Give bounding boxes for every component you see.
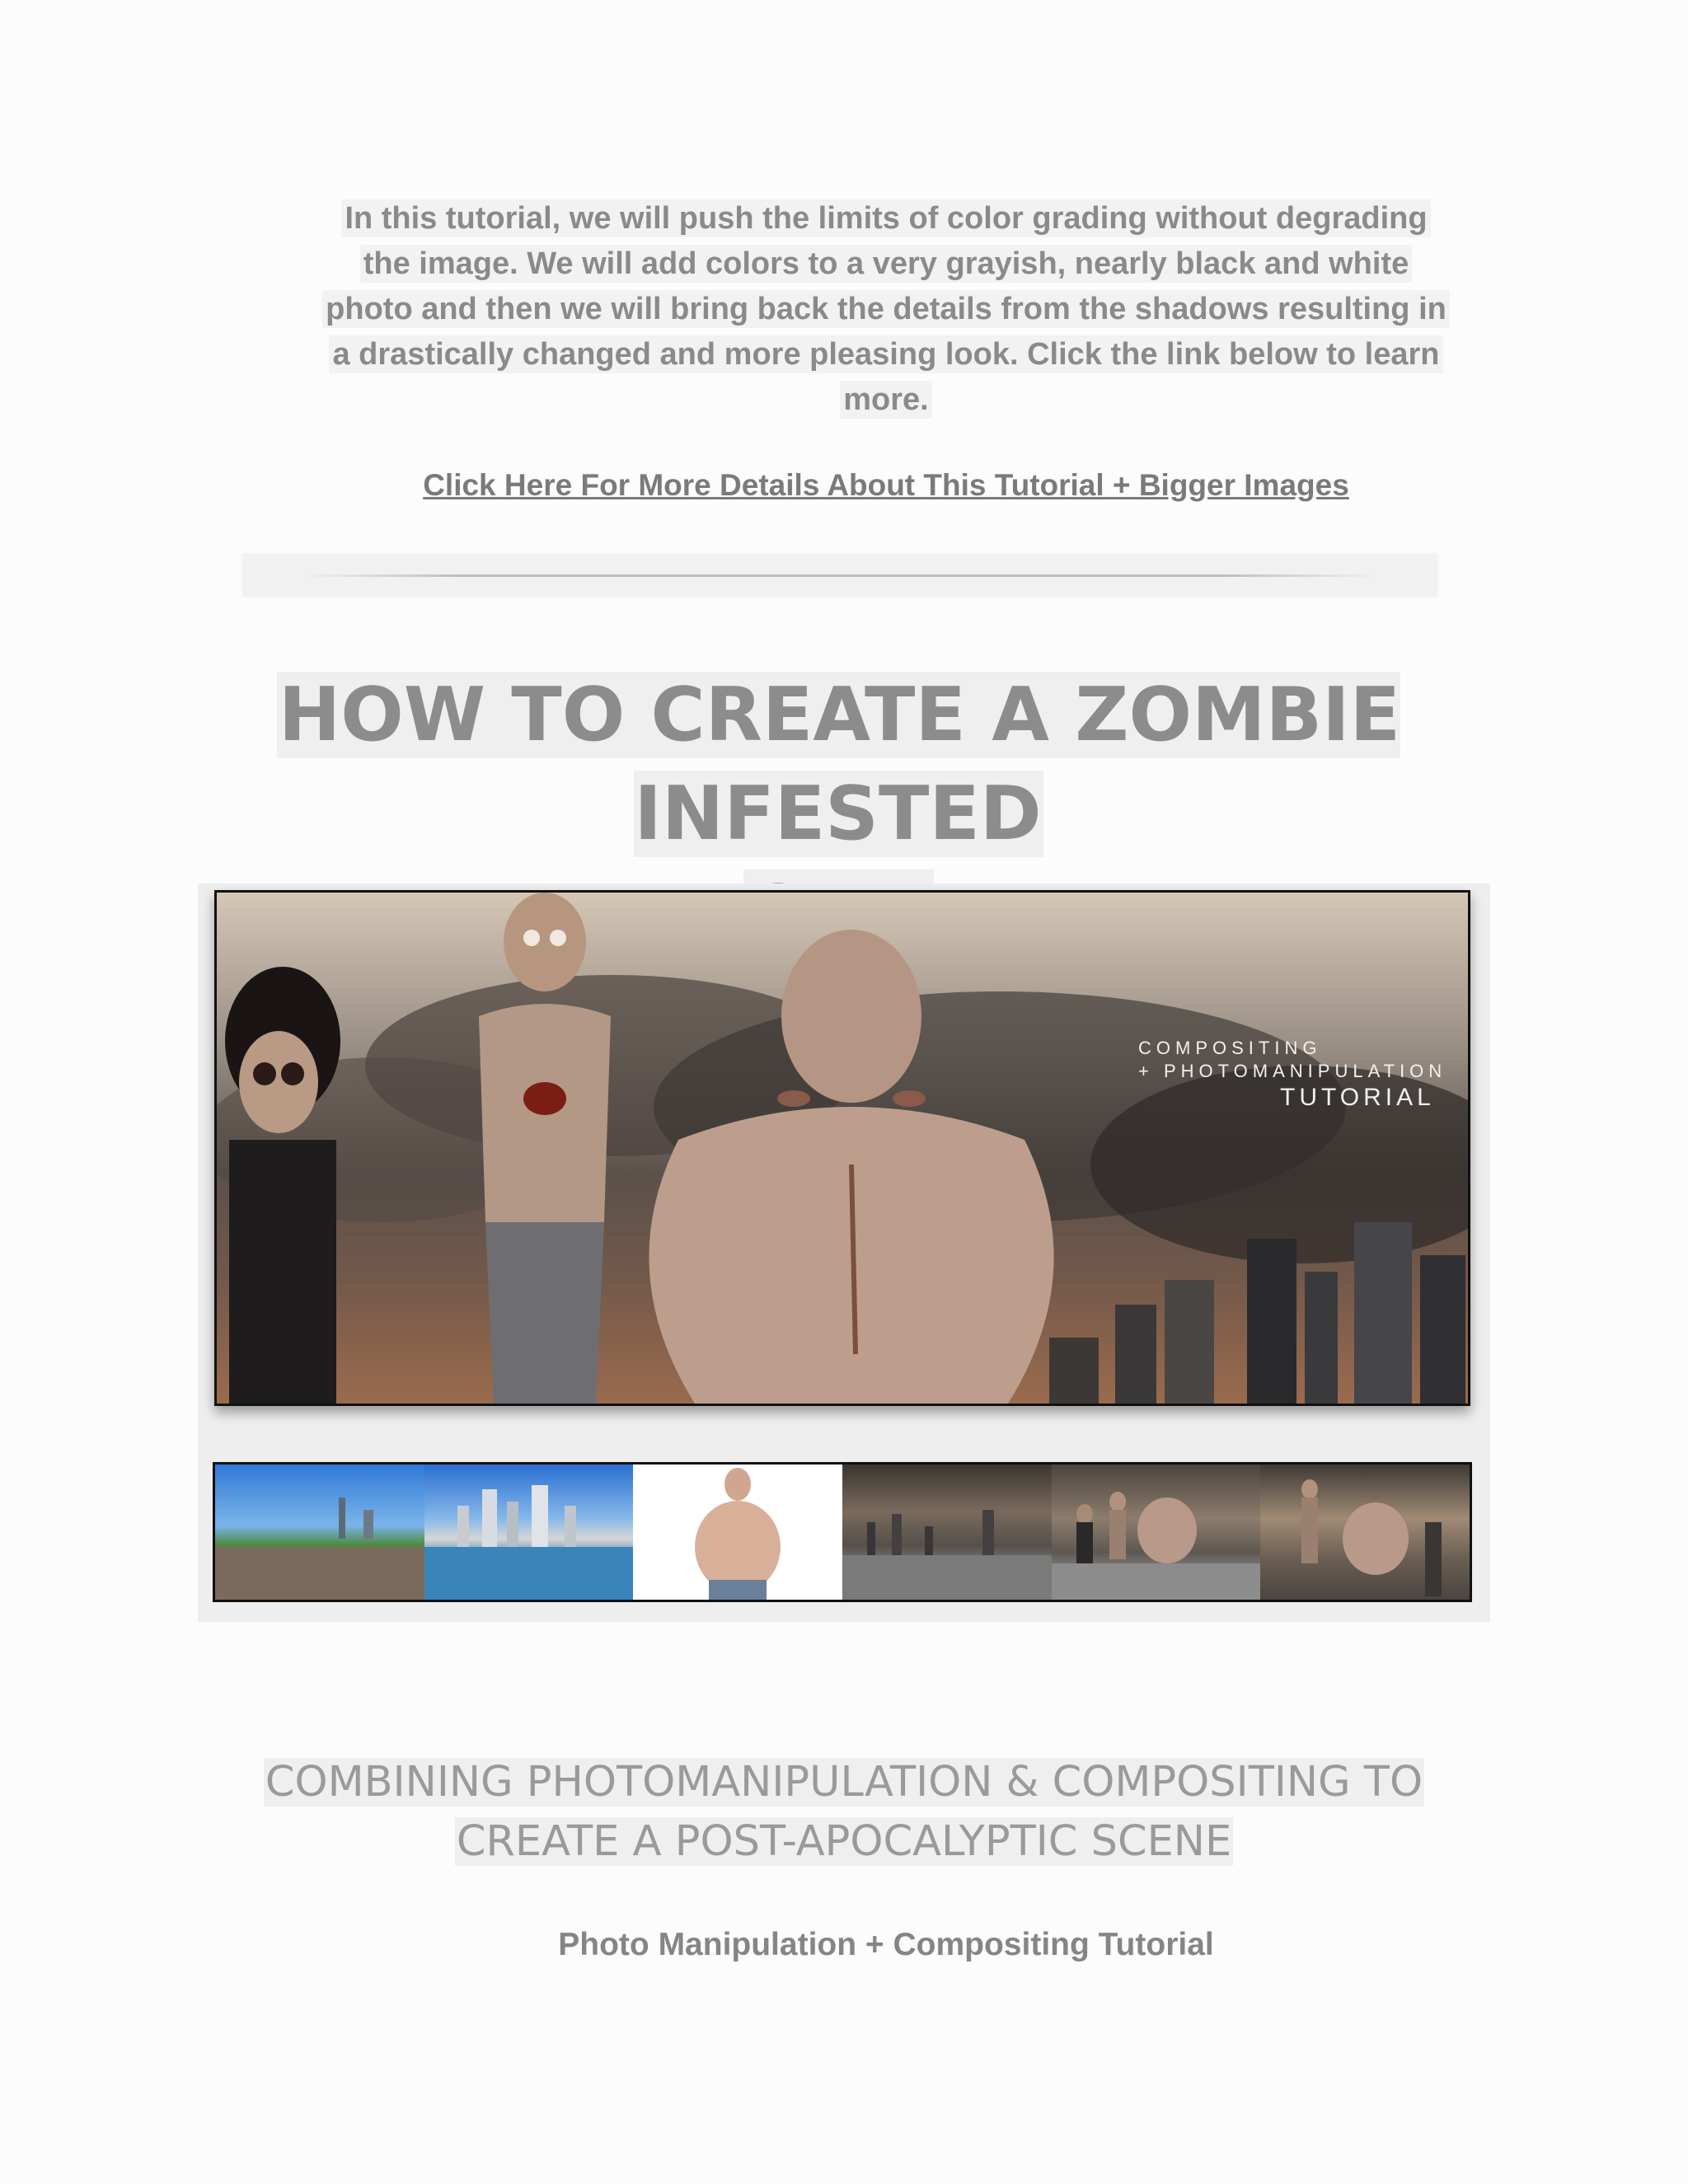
section-divider bbox=[242, 554, 1437, 597]
intro-paragraph bbox=[293, 196, 1479, 423]
intro-line: more. bbox=[840, 381, 931, 419]
thumbnail-image[interactable] bbox=[424, 1465, 634, 1600]
thumbnail-image[interactable] bbox=[842, 1465, 1052, 1600]
thumbnail-image[interactable] bbox=[215, 1465, 424, 1600]
section-subtitle-line: COMBINING PHOTOMANIPULATION & COMPOSITING TO bbox=[265, 1758, 1423, 1807]
intro-line: In this tutorial, we will push the limits of color grading without degrading bbox=[341, 199, 1430, 237]
image-frame bbox=[198, 883, 1490, 1622]
page-background-panel bbox=[210, 1648, 1479, 2184]
hero-illustration bbox=[217, 893, 1468, 1404]
section-subtitle-line: CREATE A POST-APOCALYPTIC SCENE bbox=[456, 1817, 1232, 1866]
hero-overlay-text: + PHOTOMANIPULATION bbox=[1138, 1061, 1447, 1081]
page-title-line: HOW TO CREATE A ZOMBIE INFESTED bbox=[278, 672, 1401, 857]
tutorial-tagline: Photo Manipulation + Compositing Tutorial bbox=[558, 1927, 1214, 1962]
intro-line: the image. We will add colors to a very grayish, nearly black and white bbox=[360, 245, 1413, 283]
section-subtitle bbox=[198, 1753, 1490, 1872]
thumbnail-image[interactable] bbox=[1052, 1465, 1261, 1600]
hero-image[interactable] bbox=[214, 890, 1470, 1406]
intro-line: a drastically changed and more pleasing look. Click the link below to learn bbox=[329, 335, 1442, 373]
thumbnail-strip bbox=[213, 1462, 1472, 1602]
hero-overlay-text: TUTORIAL bbox=[1280, 1084, 1435, 1111]
hero-overlay-text: COMPOSITING bbox=[1138, 1038, 1322, 1058]
tutorial-details-link[interactable]: Click Here For More Details About This Tutorial + Bigger Images bbox=[423, 468, 1349, 502]
intro-line: photo and then we will bring back the details from the shadows resulting in bbox=[322, 290, 1450, 328]
thumbnail-image[interactable] bbox=[1260, 1465, 1470, 1600]
thumbnail-image[interactable] bbox=[633, 1465, 842, 1600]
